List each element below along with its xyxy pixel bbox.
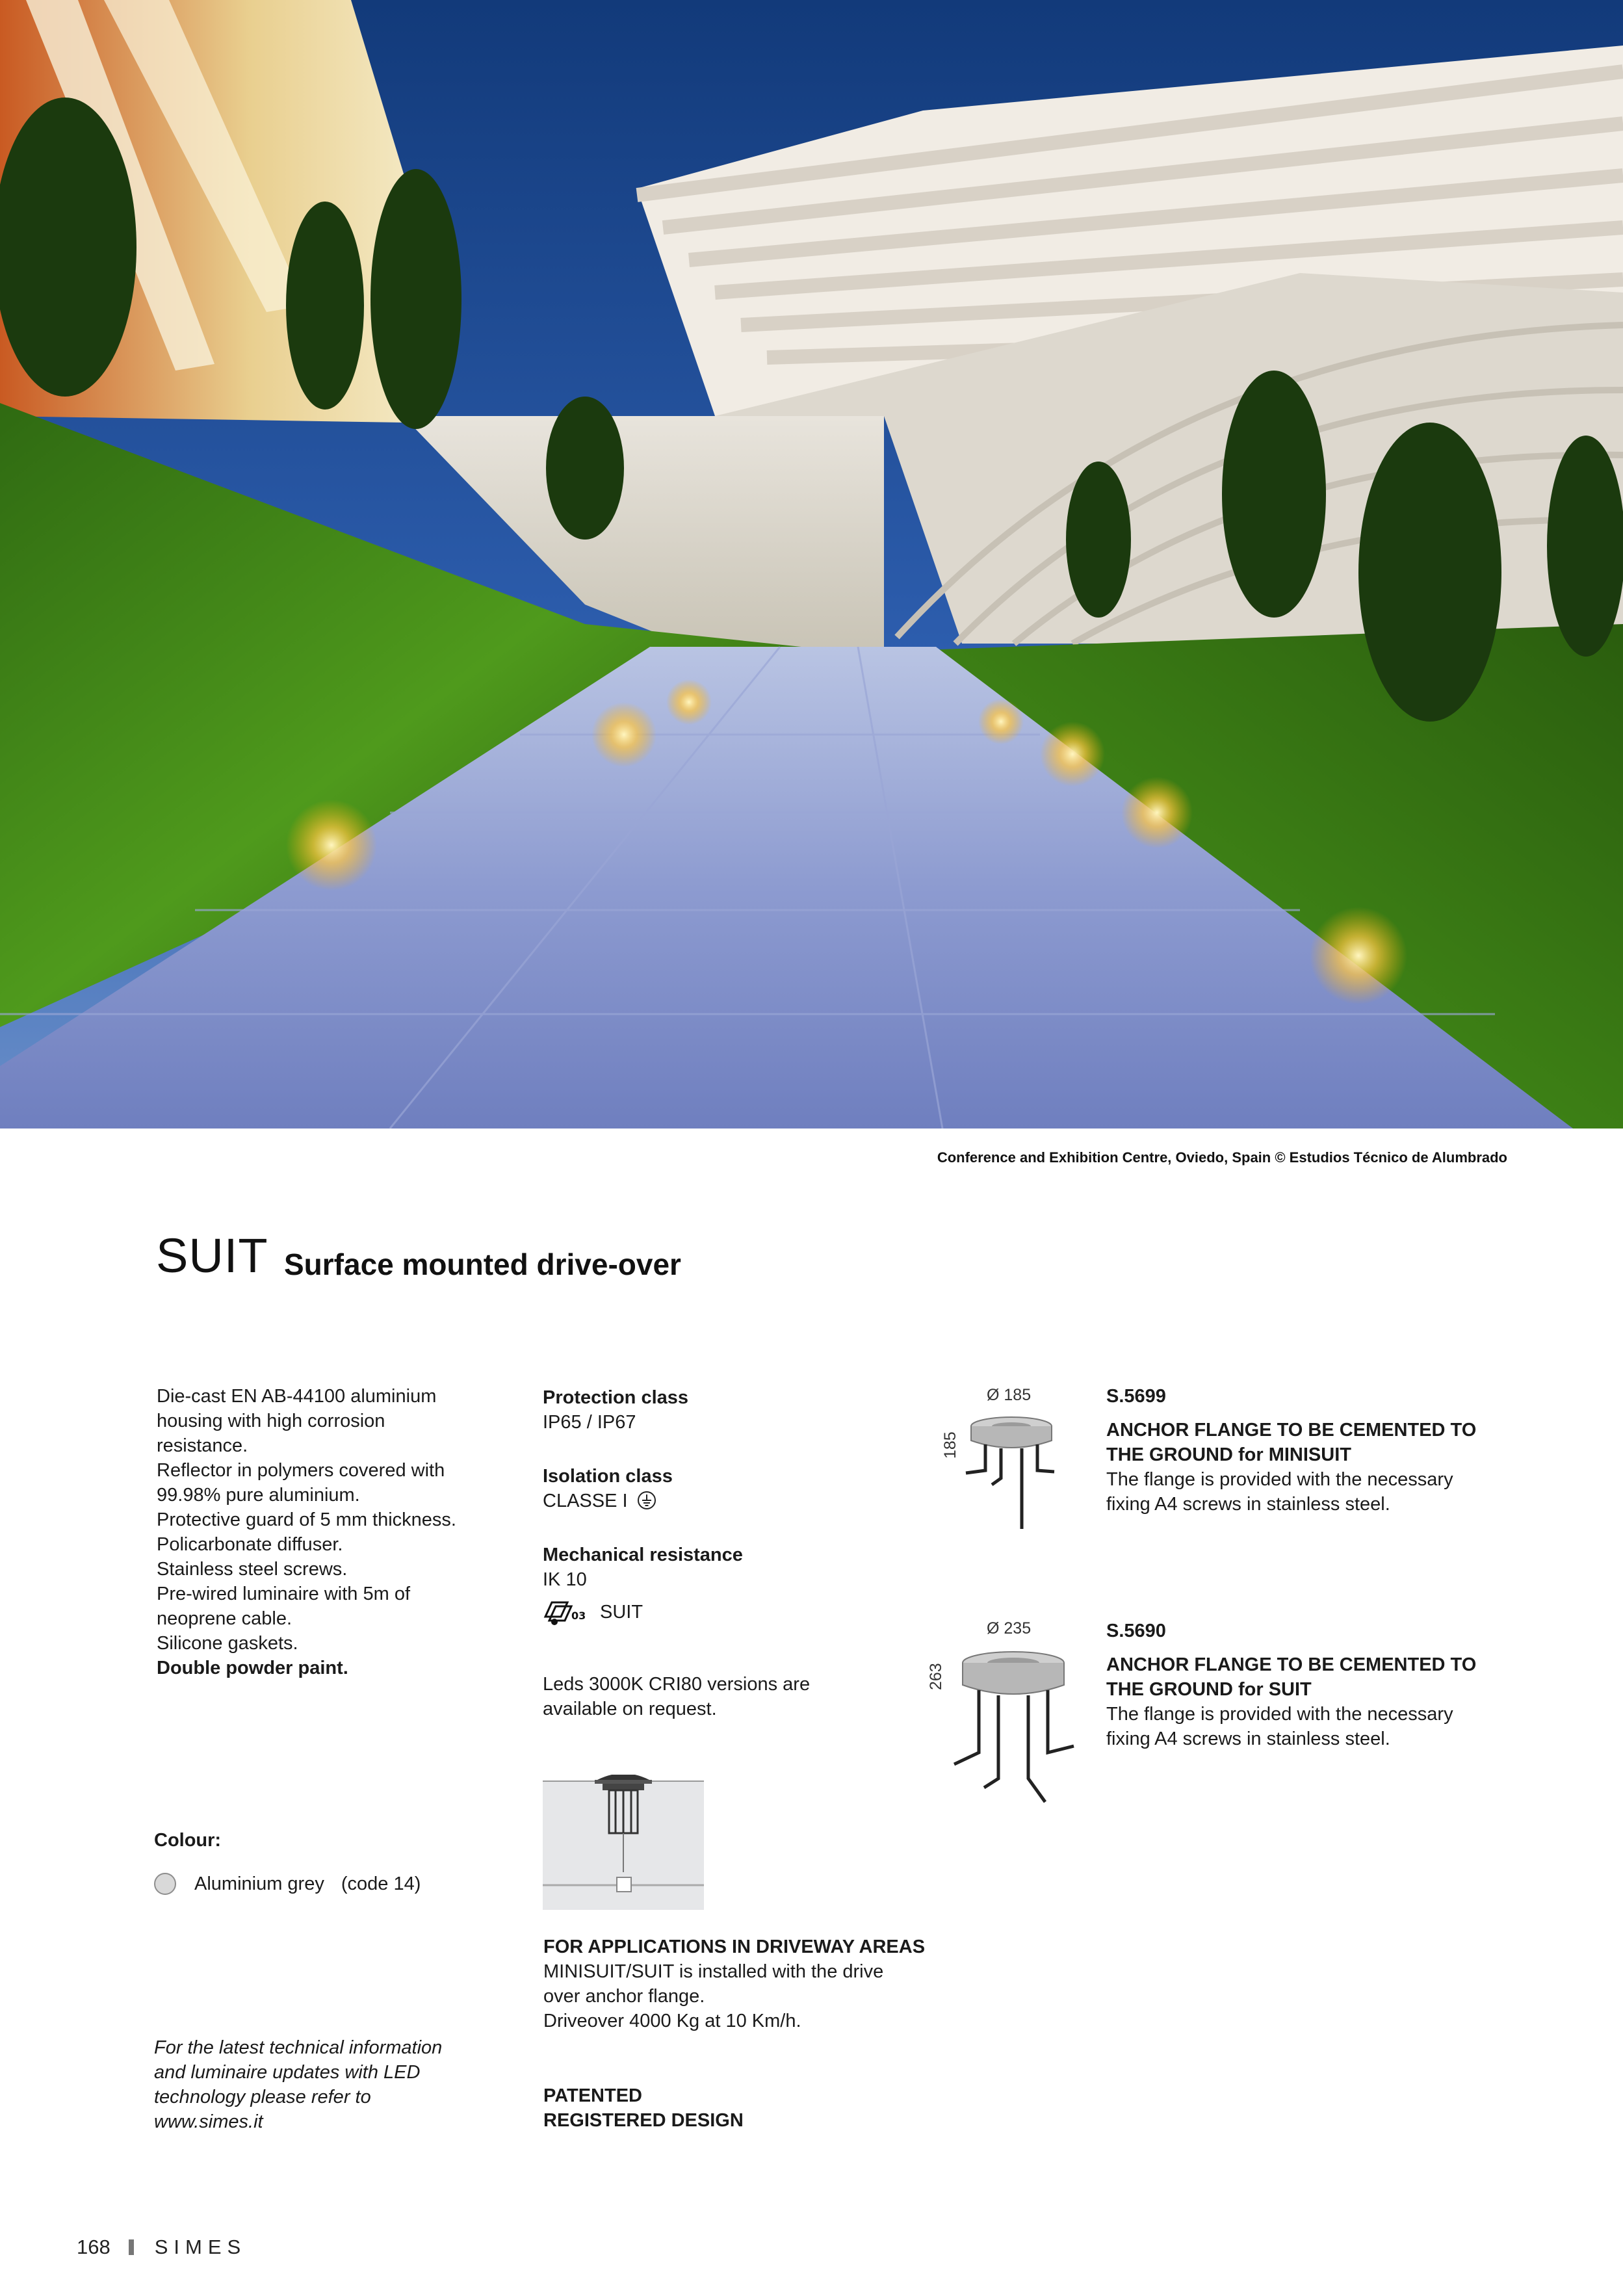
- description-bold-line: Double powder paint.: [157, 1658, 348, 1678]
- patent-line: REGISTERED DESIGN: [543, 2110, 744, 2131]
- mechanical-resistance-value: IK 10: [543, 1569, 587, 1590]
- earth-ground-icon: [637, 1491, 656, 1510]
- description-line: housing with high corrosion: [157, 1411, 385, 1431]
- accessory-text-line: The flange is provided with the necessary: [1106, 1469, 1453, 1490]
- accessory-heading-line: ANCHOR FLANGE TO BE CEMENTED TO: [1106, 1420, 1477, 1441]
- description-line: Die-cast EN AB-44100 aluminium: [157, 1386, 437, 1407]
- accessory-code: S.5690: [1106, 1621, 1166, 1641]
- technical-note: [154, 2035, 505, 2134]
- photo-caption: Conference and Exhibition Centre, Oviedo, Spain © Estudios Técnico de Alumbrado: [937, 1149, 1507, 1166]
- applications-line: over anchor flange.: [543, 1986, 705, 2007]
- installation-diagram: [543, 1775, 705, 1914]
- isolation-class-row: [543, 1489, 933, 1513]
- colour-label: Colour:: [154, 1830, 222, 1851]
- description-line: Stainless steel screws.: [157, 1559, 348, 1580]
- diameter-dimension: Ø 185: [987, 1386, 1032, 1404]
- hero-photo: [0, 0, 1623, 1128]
- accessory-text-line: The flange is provided with the necessary: [1106, 1704, 1453, 1725]
- description-line: neoprene cable.: [157, 1608, 292, 1629]
- leds-line: Leds 3000K CRI80 versions are: [543, 1674, 811, 1695]
- anchor-flange-suit: [952, 1649, 1075, 1811]
- isolation-class-value: CLASSE I: [543, 1491, 628, 1511]
- height-dimension: 263: [927, 1663, 945, 1690]
- isolation-class-label: Isolation class: [543, 1466, 673, 1487]
- description-line: Policarbonate diffuser.: [157, 1534, 343, 1555]
- colour-code: (code 14): [341, 1873, 421, 1894]
- applications-heading: FOR APPLICATIONS IN DRIVEWAY AREAS: [543, 1937, 926, 1957]
- accessory-heading-line: THE GROUND for SUIT: [1106, 1679, 1312, 1700]
- protection-class-value: IP65 / IP67: [543, 1412, 636, 1433]
- colour-option: [154, 1872, 421, 1896]
- anchor-flange-drawing: [959, 1413, 1063, 1540]
- colour-name: Aluminium grey: [194, 1873, 324, 1894]
- accessory-code: S.5699: [1106, 1386, 1166, 1407]
- anchor-flange-minisuit: [959, 1413, 1063, 1537]
- product-code-title: SUIT: [156, 1229, 268, 1283]
- product-description: [157, 1384, 508, 1680]
- accessory-heading-line: THE GROUND for MINISUIT: [1106, 1444, 1351, 1465]
- applications-line: Driveover 4000 Kg at 10 Km/h.: [543, 2011, 801, 2031]
- note-line: technology please refer to: [154, 2087, 371, 2107]
- product-subtitle: Surface mounted drive-over: [284, 1247, 681, 1281]
- patent-info: [543, 2083, 946, 2133]
- accessory-s5690: [1106, 1619, 1522, 1751]
- certification-mark-label: SUIT: [600, 1602, 643, 1623]
- accessory-text-line: fixing A4 screws in stainless steel.: [1106, 1494, 1390, 1515]
- description-line: Silicone gaskets.: [157, 1633, 298, 1654]
- description-line: resistance.: [157, 1435, 248, 1456]
- accessory-heading-line: ANCHOR FLANGE TO BE CEMENTED TO: [1106, 1654, 1477, 1675]
- description-line: Reflector in polymers covered with: [157, 1460, 445, 1481]
- mark-number: 03: [571, 1610, 586, 1622]
- anchor-flange-drawing: [952, 1649, 1075, 1814]
- description-line: 99.98% pure aluminium.: [157, 1485, 360, 1506]
- page-number: 168: [77, 2236, 110, 2258]
- protection-class-label: Protection class: [543, 1387, 689, 1408]
- description-line: Protective guard of 5 mm thickness.: [157, 1509, 456, 1530]
- applications-line: MINISUIT/SUIT is installed with the drive: [543, 1961, 884, 1982]
- height-dimension: 185: [941, 1431, 959, 1459]
- hero-illustration: [0, 0, 1623, 1128]
- leds-line: available on request.: [543, 1699, 717, 1719]
- footer-separator: [129, 2239, 134, 2255]
- page-footer: [77, 2236, 246, 2259]
- brand-name: SIMES: [154, 2236, 247, 2258]
- applications-info: [543, 1935, 946, 2033]
- note-line: For the latest technical information: [154, 2037, 443, 2058]
- colour-swatch: [154, 1873, 176, 1895]
- leds-note: [543, 1672, 907, 1721]
- specifications: [543, 1385, 933, 1627]
- accessory-text-line: fixing A4 screws in stainless steel.: [1106, 1729, 1390, 1749]
- description-line: Pre-wired luminaire with 5m of: [157, 1584, 411, 1604]
- installation-cross-section: [543, 1775, 705, 1911]
- note-line: and luminaire updates with LED: [154, 2062, 421, 2083]
- patent-line: PATENTED: [543, 2085, 642, 2106]
- note-website: www.simes.it: [154, 2111, 263, 2132]
- drive-over-mark-icon: [543, 1597, 590, 1627]
- diameter-dimension: Ø 235: [987, 1619, 1032, 1637]
- certification-mark: [543, 1597, 933, 1627]
- accessory-s5699: [1106, 1384, 1522, 1517]
- mechanical-resistance-label: Mechanical resistance: [543, 1545, 743, 1565]
